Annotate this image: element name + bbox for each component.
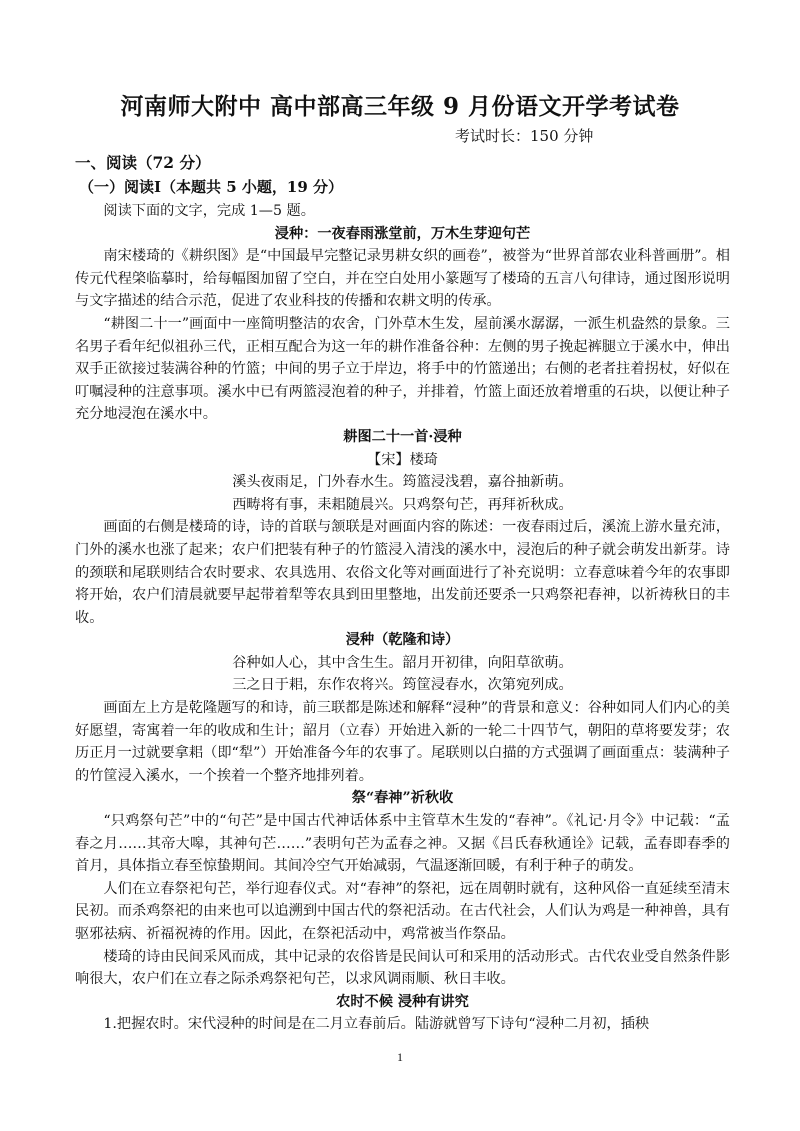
article-paragraph: 画面的右侧是楼琦的诗，诗的首联与颔联是对画面内容的陈述：一夜春雨过后，溪流上游水量充沛，门外的溪水也涨了起来；农户们把装有种子的竹篮浸入清浅的溪水中，浸泡后的种子就会萌发出新芽。诗的颈联和尾联则结合农时要求、农具选用、农俗文化等对画面进行了补充说明：立春意味着今年的农事即将开始，农户们清晨就要早起带着犁等农具到田里整地，出发前还要杀一只鸡祭祀春神，以祈祷秋日的丰收。 [75,519,730,626]
poem-line: 三之日于耜，东作农将兴。筠筐浸春水，次第宛列成。 [232,677,573,694]
article-paragraph: 南宋楼琦的《耕织图》是“中国最早完整记录男耕女织的画卷”，被誉为“世界首部农业科普画册”。相传元代程棨临摹时，给每幅图加留了空白，并在空白处用小篆题写了楼琦的五言八句律诗，通过图形说明与文字描述的结合示范，促进了农业科技的传播和农耕文明的传承。 [75,248,730,310]
poem-line: 谷种如人心，其中含生生。韶月开初律，向阳草欲萌。 [232,654,573,671]
reading-subheading: （一）阅读Ⅰ（本题共 5 小题，19 分） [79,178,343,196]
article-paragraph: “只鸡祭句芒”中的“句芒”是中国古代神话体系中主管草木生发的“春神”。《礼记·月令》中记载：“孟春之月……其帝大嗥，其神句芒……”表明句芒为孟春之神。又据《吕氏春秋通诠》记载，孟春即春季的首月，具体指立春至惊蛰期间。其间冷空气开始减弱，气温逐渐回暖，有利于种子的萌发。 [75,813,730,875]
article-paragraph: 人们在立春祭祀句芒，举行迎春仪式。对“春神”的祭祀，远在周朝时就有，这种风俗一直延续至清末民初。而杀鸡祭祀的由来也可以追溯到中国古代的祭祀活动。在古代社会，人们认为鸡是一种神兽，具有驱邪祛病、祈福祝祷的作用。因此，在祭祀活动中，鸡常被当作祭品。 [75,880,730,942]
poem-line: 溪头夜雨足，门外春水生。筠篮浸浅碧，嘉谷抽新萌。 [232,474,573,491]
poem-title: 浸种（乾隆和诗） [345,632,460,649]
article-paragraph: 楼琦的诗由民间采风而成，其中记录的农俗皆是民间认可和采用的活动形式。古代农业受自然条件影响很大，农户们在立春之际杀鸡祭祀句芒，以求风调雨顺、秋日丰收。 [75,948,730,988]
reading-instruction: 阅读下面的文字，完成 1—5 题。 [103,203,315,219]
section-title: 祭“春神”祈秋收 [351,790,454,807]
page-number: 1 [397,1050,403,1064]
article-paragraph: 画面左上方是乾隆题写的和诗，前三联都是陈述和解释“浸种”的背景和意义：谷种如同人们内心的美好愿望，寄寓着一年的收成和生计；韶月（立春）开始进入新的一轮二十四节气，朝阳的草将要发芽；农历正月一过就要拿耜（即“犁”）开始准备今年的农事了。尾联则以白描的方式强调了画面重点：装满种子的竹筐浸入溪水，一个挨着一个整齐地排列着。 [75,700,730,784]
poem-line: 西畴将有事，耒耜随晨兴。只鸡祭句芒，再拜祈秋成。 [232,496,573,513]
article-paragraph: 1.把握农时。宋代浸种的时间是在二月立春前后。陆游就曾写下诗句“浸种二月初，插秧 [103,1016,650,1033]
poem-author: 【宋】楼琦 [367,451,438,468]
exam-title: 河南师大附中 高中部高三年级 9 月份语文开学考试卷 [120,93,680,120]
exam-duration: 考试时长：150 分钟 [455,127,594,145]
exam-content [75,150,730,1036]
article-paragraph: “耕图二十一”画面中一座简明整洁的农舍，门外草木生发，屋前溪水潺潺，一派生机盎然的景象。三名男子看年纪似祖孙三代，正相互配合为这一年的耕作准备谷种：左侧的男子挽起裤腿立于溪水中，伸出双手正欲接过装满谷种的竹篮；中间的男子立于岸边，将手中的竹篮递出；右侧的老者拄着拐杖，好似在叮嘱浸种的注意事项。溪水中已有两篮浸泡着的种子，并排着，竹篮上面还放着增重的石块，以便让种子充分地浸泡在溪水中。 [75,315,730,423]
section-title: 农时不候 浸种有讲究 [336,993,469,1010]
section-heading: 一、阅读（72 分） [75,153,211,172]
article-title: 浸种：一夜春雨涨堂前，万木生芽迎句芒 [274,225,531,242]
poem-title: 耕图二十一首·浸种 [343,428,462,445]
